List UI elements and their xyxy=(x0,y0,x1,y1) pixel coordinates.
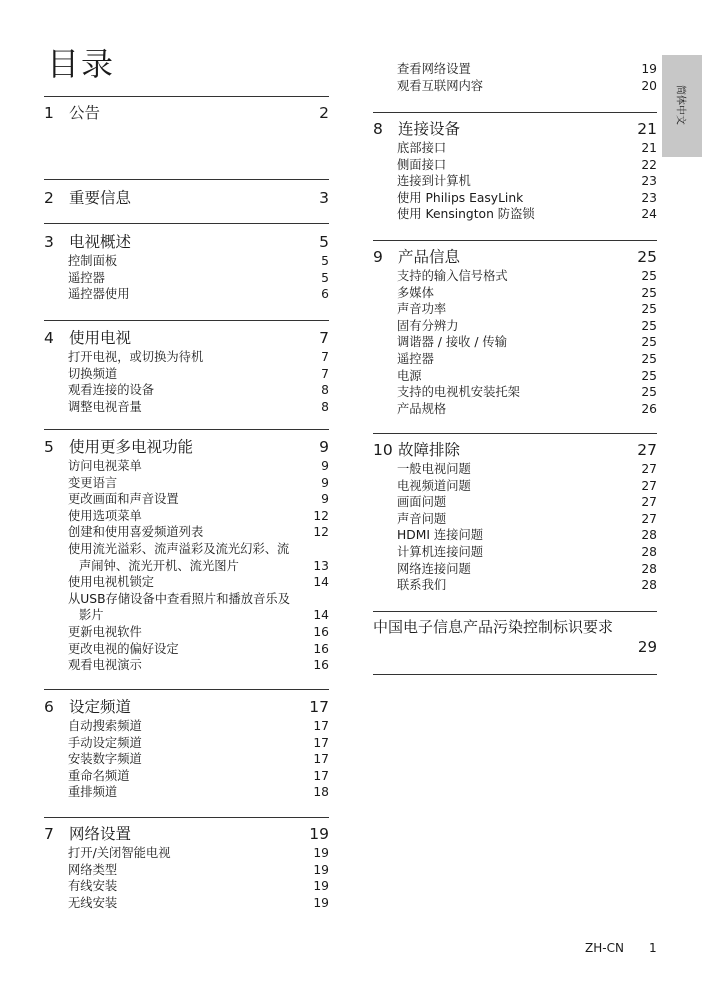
item-label: 使用选项菜单 xyxy=(68,508,142,523)
toc-item[interactable] xyxy=(68,862,329,879)
section-page: 17 xyxy=(309,698,329,716)
item-page: 24 xyxy=(641,207,657,222)
toc-item[interactable] xyxy=(68,541,329,574)
toc-item[interactable] xyxy=(397,268,657,285)
item-label: 画面问题 xyxy=(397,495,447,510)
item-label: 网络连接问题 xyxy=(397,561,471,576)
toc-item[interactable] xyxy=(68,253,329,270)
item-label: 多媒体 xyxy=(397,285,434,300)
item-page: 16 xyxy=(313,641,329,656)
toc-item[interactable] xyxy=(68,382,329,399)
item-label: 网络类型 xyxy=(68,862,118,877)
section-title: 中国电子信息产品污染控制标识要求 xyxy=(373,618,614,636)
item-label: 无线安装 xyxy=(68,895,118,910)
item-page: 28 xyxy=(641,578,657,593)
item-label: 使用 Philips EasyLink xyxy=(397,190,524,205)
section-title: 故障排除 xyxy=(398,441,461,459)
item-label: 从USB存储设备中查看照片和播放音乐及 xyxy=(68,591,290,606)
toc-item[interactable] xyxy=(68,718,329,735)
item-label: 重命名频道 xyxy=(68,768,130,783)
item-label: 连接到计算机 xyxy=(397,174,471,189)
toc-item[interactable] xyxy=(397,401,657,418)
item-label: 打开/关闭智能电视 xyxy=(68,846,171,860)
item-label: 安装数字频道 xyxy=(68,752,142,767)
toc-item[interactable] xyxy=(68,641,329,658)
item-label: 手动设定频道 xyxy=(68,735,142,750)
section-page: 21 xyxy=(637,120,657,138)
item-page: 7 xyxy=(321,366,329,381)
item-label: 计算机连接问题 xyxy=(397,544,484,559)
toc-item[interactable] xyxy=(397,351,657,368)
toc-item[interactable] xyxy=(397,157,657,174)
item-label: 调谐器 / 接收 / 传输 xyxy=(397,335,507,350)
item-page: 12 xyxy=(313,508,329,523)
toc-item[interactable] xyxy=(68,895,329,912)
toc-item[interactable] xyxy=(68,475,329,492)
toc-item[interactable] xyxy=(68,784,329,801)
toc-item[interactable] xyxy=(397,494,657,511)
item-label: 声音功率 xyxy=(397,302,447,317)
item-page: 12 xyxy=(313,525,329,540)
item-label: 更改画面和声音设置 xyxy=(68,492,179,507)
toc-item[interactable] xyxy=(397,544,657,561)
item-label: 声闹钟、流光开机、流光图片 xyxy=(79,558,239,573)
toc-item[interactable] xyxy=(68,591,329,624)
item-label: 打开电视，或切换为待机 xyxy=(68,350,204,364)
item-label: 变更语言 xyxy=(68,475,118,490)
item-page: 25 xyxy=(641,335,657,350)
section-number: 9 xyxy=(373,248,383,266)
section-items xyxy=(373,140,657,223)
section-7-continued-items xyxy=(373,61,657,94)
item-page: 26 xyxy=(641,401,657,416)
toc-item[interactable] xyxy=(68,270,329,287)
item-page: 9 xyxy=(321,475,329,490)
item-page: 25 xyxy=(641,368,657,383)
section-page: 9 xyxy=(319,438,329,456)
item-label: 创建和使用喜爱频道列表 xyxy=(68,525,204,540)
section-number: 8 xyxy=(373,120,383,138)
item-label: 更新电视软件 xyxy=(68,624,142,639)
item-page: 9 xyxy=(321,459,329,473)
item-page: 25 xyxy=(641,351,657,366)
item-label: 自动搜索频道 xyxy=(68,719,142,733)
toc-item[interactable] xyxy=(397,140,657,157)
toc-item[interactable] xyxy=(68,878,329,895)
toc-item[interactable] xyxy=(397,334,657,351)
section-title: 设定频道 xyxy=(69,698,132,716)
item-label: 观看电视演示 xyxy=(68,658,142,673)
section-page: 19 xyxy=(309,825,329,843)
section-number: 7 xyxy=(44,825,54,843)
item-page: 28 xyxy=(641,544,657,559)
item-page: 27 xyxy=(641,495,657,510)
section-number: 2 xyxy=(44,189,54,207)
item-page: 23 xyxy=(641,174,657,189)
item-label: 查看网络设置 xyxy=(397,62,471,76)
footer-language-code: ZH-CN xyxy=(585,941,624,955)
toc-item[interactable] xyxy=(68,286,329,303)
item-page: 17 xyxy=(313,735,329,750)
item-label: 重排频道 xyxy=(68,785,118,800)
section-number: 5 xyxy=(44,438,54,456)
item-page: 25 xyxy=(641,318,657,333)
toc-item[interactable] xyxy=(68,458,329,475)
item-page: 28 xyxy=(641,528,657,543)
toc-item[interactable] xyxy=(68,524,329,541)
item-label: 使用电视机锁定 xyxy=(68,575,155,590)
item-page: 14 xyxy=(313,608,329,623)
toc-item[interactable] xyxy=(397,561,657,578)
item-label: 有线安装 xyxy=(68,879,118,894)
item-page: 5 xyxy=(321,254,329,268)
toc-item[interactable] xyxy=(68,574,329,591)
toc-item[interactable] xyxy=(397,368,657,385)
toc-item[interactable] xyxy=(68,491,329,508)
toc-item[interactable] xyxy=(397,301,657,318)
item-label: 观看连接的设备 xyxy=(68,383,155,398)
section-title: 电视概述 xyxy=(69,233,132,251)
section-page: 3 xyxy=(319,189,329,207)
item-page: 20 xyxy=(641,78,657,93)
item-label: 支持的电视机安装托架 xyxy=(397,385,520,400)
item-label: 支持的输入信号格式 xyxy=(397,269,508,283)
item-page: 16 xyxy=(313,658,329,673)
item-page: 5 xyxy=(321,270,329,285)
toc-section-4[interactable] xyxy=(44,320,329,415)
item-label: 使用流光溢彩、流声溢彩及流光幻彩、流 xyxy=(68,541,290,556)
toc-section-6[interactable] xyxy=(44,689,329,801)
item-label: 遥控器使用 xyxy=(68,287,130,302)
item-page: 19 xyxy=(313,862,329,877)
section-number: 10 xyxy=(373,441,393,459)
item-page: 27 xyxy=(641,478,657,493)
toc-item[interactable] xyxy=(397,78,657,95)
item-page: 25 xyxy=(641,302,657,317)
item-label: 调整电视音量 xyxy=(68,399,142,414)
item-label: 电视频道问题 xyxy=(397,478,471,493)
toc-section-2[interactable] xyxy=(44,179,329,209)
toc-item[interactable] xyxy=(68,735,329,752)
toc-item[interactable] xyxy=(397,173,657,190)
item-page: 13 xyxy=(313,558,329,573)
section-title: 网络设置 xyxy=(69,825,132,843)
item-page: 22 xyxy=(641,157,657,172)
section-number: 1 xyxy=(44,104,54,122)
language-side-tab-label: 简体中文 xyxy=(674,85,686,125)
section-page: 27 xyxy=(637,441,657,459)
item-label: 观看互联网内容 xyxy=(397,78,484,93)
toc-item[interactable] xyxy=(68,768,329,785)
section-number: 4 xyxy=(44,329,54,347)
item-page: 27 xyxy=(641,511,657,526)
item-label: 声音问题 xyxy=(397,511,447,526)
toc-section-5[interactable] xyxy=(44,429,329,674)
toc-item[interactable] xyxy=(397,384,657,401)
item-label: 影片 xyxy=(79,608,104,623)
section-title: 重要信息 xyxy=(69,189,132,207)
section-items xyxy=(44,349,329,415)
item-label: 访问电视菜单 xyxy=(68,459,142,473)
item-page: 23 xyxy=(641,190,657,205)
toc-item[interactable] xyxy=(68,399,329,416)
item-page: 21 xyxy=(641,141,657,155)
item-page: 28 xyxy=(641,561,657,576)
item-page: 19 xyxy=(313,879,329,894)
item-label: 控制面板 xyxy=(68,254,118,268)
toc-section-1[interactable] xyxy=(44,96,329,124)
item-page: 18 xyxy=(313,785,329,800)
item-page: 27 xyxy=(641,462,657,476)
toc-item[interactable] xyxy=(68,624,329,641)
section-page: 25 xyxy=(637,248,657,266)
section-items xyxy=(44,845,329,911)
item-page: 25 xyxy=(641,385,657,400)
section-title: 使用更多电视功能 xyxy=(69,438,194,456)
item-page: 17 xyxy=(313,719,329,733)
item-page: 19 xyxy=(641,62,657,76)
language-side-tab xyxy=(662,55,702,157)
toc-item[interactable] xyxy=(397,478,657,495)
item-label: 遥控器 xyxy=(68,270,105,285)
section-title: 产品信息 xyxy=(398,248,461,266)
toc-item[interactable] xyxy=(397,285,657,302)
item-label: 使用 Kensington 防盗锁 xyxy=(397,207,535,222)
item-label: 切换频道 xyxy=(68,366,118,381)
section-title: 使用电视 xyxy=(69,329,132,347)
toc-item[interactable] xyxy=(397,61,657,78)
toc-item[interactable] xyxy=(68,657,329,674)
item-page: 9 xyxy=(321,492,329,507)
section-items xyxy=(373,461,657,594)
item-label: 遥控器 xyxy=(397,351,434,366)
section-items xyxy=(44,253,329,303)
toc-item[interactable] xyxy=(397,511,657,528)
item-page: 8 xyxy=(321,383,329,398)
toc-item[interactable] xyxy=(68,751,329,768)
item-page: 17 xyxy=(313,752,329,767)
toc-item[interactable] xyxy=(397,577,657,594)
section-page: 7 xyxy=(319,329,329,347)
toc-item[interactable] xyxy=(397,318,657,335)
footer-page-number: 1 xyxy=(649,941,657,955)
section-number: 6 xyxy=(44,698,54,716)
toc-section-3[interactable] xyxy=(44,223,329,303)
section-page: 5 xyxy=(319,233,329,251)
section-items xyxy=(44,458,329,674)
item-label: 侧面接口 xyxy=(397,157,447,172)
toc-section-7[interactable] xyxy=(44,817,329,911)
item-label: 产品规格 xyxy=(397,401,447,416)
item-page: 25 xyxy=(641,285,657,300)
item-label: 更改电视的偏好设定 xyxy=(68,641,179,656)
section-page: 29 xyxy=(637,638,657,656)
item-page: 14 xyxy=(313,575,329,590)
item-page: 19 xyxy=(313,895,329,910)
item-page: 19 xyxy=(313,846,329,860)
item-page: 8 xyxy=(321,399,329,414)
toc-item[interactable] xyxy=(68,349,329,366)
toc-section-8[interactable] xyxy=(373,112,657,223)
toc-item[interactable] xyxy=(397,527,657,544)
item-label: 固有分辨力 xyxy=(397,318,459,333)
item-page: 7 xyxy=(321,350,329,364)
section-title: 连接设备 xyxy=(398,120,461,138)
toc-section-10[interactable] xyxy=(373,433,657,594)
toc-item[interactable] xyxy=(68,845,329,862)
toc-item[interactable] xyxy=(397,206,657,223)
section-page: 2 xyxy=(319,104,329,122)
item-label: HDMI 连接问题 xyxy=(397,528,484,543)
item-page: 6 xyxy=(321,287,329,302)
section-title: 公告 xyxy=(69,104,101,122)
page-title: 目录 xyxy=(47,45,116,83)
toc-section-9[interactable] xyxy=(373,240,657,417)
section-number: 3 xyxy=(44,233,54,251)
toc-section-china-rohs[interactable] xyxy=(373,611,657,675)
item-label: 联系我们 xyxy=(397,578,447,593)
item-label: 电源 xyxy=(397,368,422,383)
item-page: 25 xyxy=(641,269,657,283)
item-page: 16 xyxy=(313,624,329,639)
section-items xyxy=(373,268,657,417)
section-items xyxy=(44,718,329,801)
toc-item[interactable] xyxy=(397,190,657,207)
item-label: 底部接口 xyxy=(397,141,447,155)
toc-item[interactable] xyxy=(68,508,329,525)
item-page: 17 xyxy=(313,768,329,783)
toc-item[interactable] xyxy=(397,461,657,478)
item-label: 一般电视问题 xyxy=(397,462,471,476)
toc-item[interactable] xyxy=(68,366,329,383)
